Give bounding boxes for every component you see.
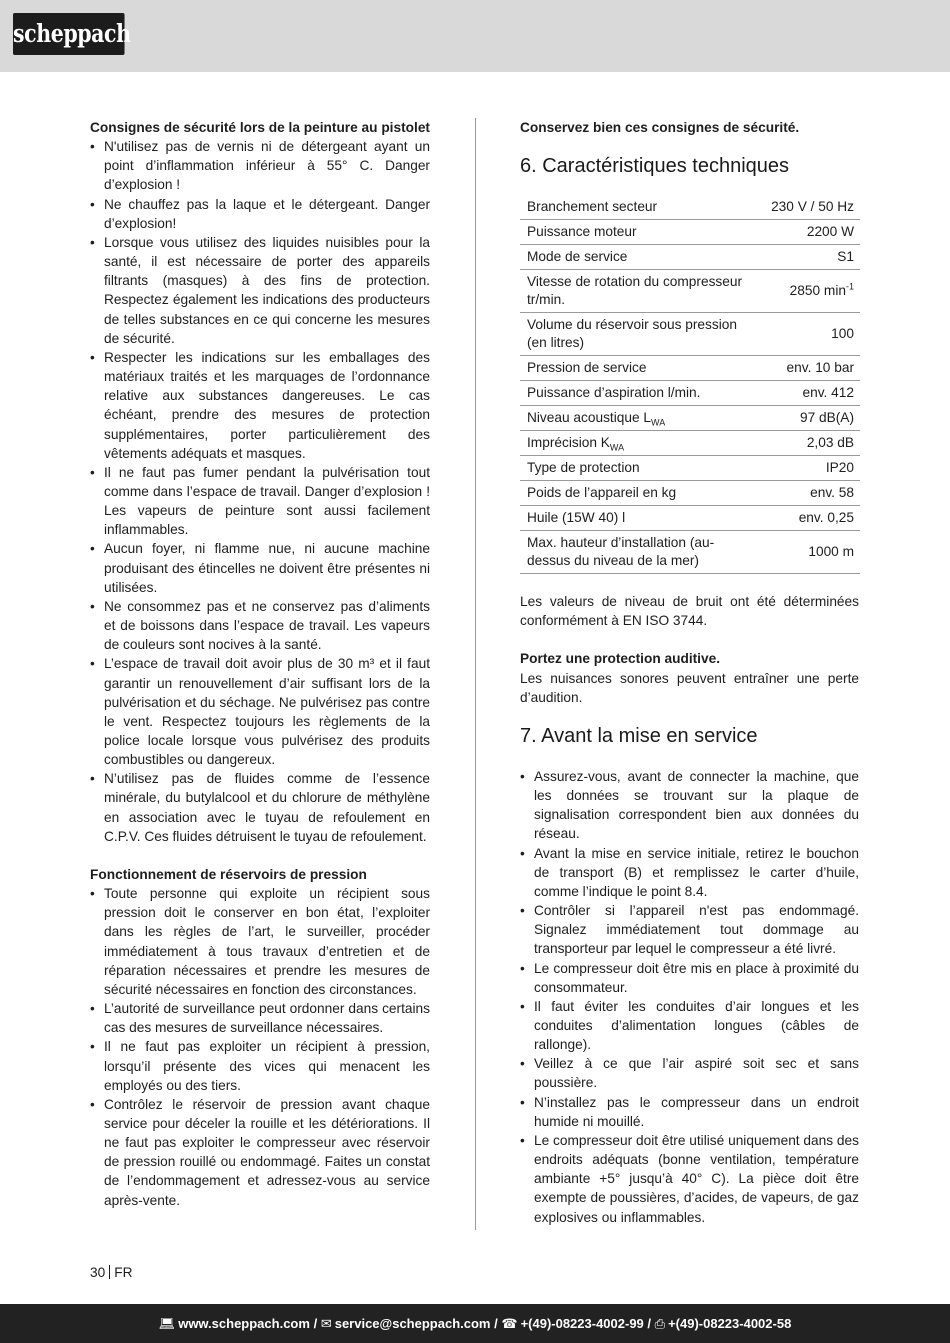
spec-label-text: Type de protection — [527, 460, 640, 476]
spec-label — [520, 531, 764, 574]
scheppach-logo: scheppach — [13, 13, 125, 55]
footer-separator: / — [647, 1316, 652, 1331]
spec-label-text: Huile (15W 40) l — [527, 510, 626, 526]
painting-safety-list — [90, 137, 430, 846]
computer-icon: 💻︎ — [158, 1316, 176, 1331]
list-item: • N’utilisez pas de fluides comme de l’essence minérale, du butylalcool et du chlorure de méthylène en association avec le tuyau de refoulement en C.P.V. Ces fluides détruisent le tuyau de refoulement. — [90, 769, 430, 846]
list-item: • Assurez-vous, avant de connecter la machine, que les données se trouvant sur la plaque de signalisation correspondent bien aux données du réseau. — [520, 767, 859, 844]
hearing-protection-text: Les nuisances sonores peuvent entraîner une perte d’audition. — [520, 670, 859, 705]
list-item: • Contrôlez le réservoir de pression avant chaque service pour déceler la rouille et les détériorations. Il ne faut pas exploiter le compresseur avec réservoir de pression rouillé ou endommagé. Faites un constat de l’endommagement et adressez-vous au service après-vente. — [90, 1095, 430, 1210]
spec-value-text: env. 412 — [802, 385, 854, 401]
spec-label — [520, 456, 764, 481]
page-number — [90, 1265, 132, 1280]
column-divider — [475, 118, 476, 1230]
spec-value — [764, 313, 860, 356]
pressure-vessel-list — [90, 884, 430, 1210]
spec-value-text: env. 58 — [810, 485, 854, 501]
list-item: • Le compresseur doit être mis en place à proximité du consommateur. — [520, 959, 859, 997]
list-item: • Ne chauffez pas la laque et le détergeant. Danger d’explosion! — [90, 195, 430, 233]
spec-label — [520, 431, 764, 456]
language-code: FR — [114, 1265, 133, 1280]
footer-website[interactable]: www.scheppach.com — [178, 1316, 310, 1331]
header-bar — [0, 0, 950, 72]
spec-value-text: 2,03 dB — [806, 435, 854, 451]
spec-label-text: Puissance moteur — [527, 224, 637, 240]
spec-label-text: Max. hauteur d’installation (au-dessus du niveau de la mer) — [527, 535, 715, 569]
footer-separator: / — [313, 1316, 318, 1331]
left-column — [90, 118, 430, 1210]
spec-value-text: 2850 min — [789, 283, 846, 299]
table-row — [520, 381, 860, 406]
list-item: • N’installez pas le compresseur dans un endroit humide ni mouillé. — [520, 1093, 859, 1131]
telephone-icon: ☎ — [501, 1316, 518, 1331]
list-item: • Le compresseur doit être utilisé uniquement dans des endroits adéquats (bonne ventilation, température ambiante +5° jusqu’à 40° C). La pièce doit être exempte de poussières, d’acides, de vapeurs, de gaz explosives ou inflammables. — [520, 1131, 859, 1227]
spec-label-text: Volume du réservoir sous pression (en litres) — [527, 317, 737, 351]
spec-value-text: IP20 — [825, 460, 854, 476]
spec-label — [520, 481, 764, 506]
spec-value — [764, 431, 860, 456]
spec-value-text: 97 dB(A) — [799, 410, 854, 426]
spec-label — [520, 245, 764, 270]
spec-label — [520, 313, 764, 356]
table-row — [520, 531, 860, 574]
list-item: • Aucun foyer, ni flamme nue, ni aucune machine produisant des étincelles ne doivent être présentes ni utilisées. — [90, 539, 430, 596]
list-item: • L’autorité de surveillance peut ordonner dans certains cas des mesures de surveillance nécessaires. — [90, 999, 430, 1037]
list-item: • Il ne faut pas fumer pendant la pulvérisation tout comme dans l’espace de travail. Danger d’explosion ! Les vapeurs de peinture sont aussi facilement inflammables. — [90, 463, 430, 540]
spec-label — [520, 381, 764, 406]
footer-bar — [0, 1304, 950, 1343]
table-row — [520, 406, 860, 431]
section-6-heading: 6. Caractéristiques techniques — [520, 155, 790, 178]
spec-value — [764, 245, 860, 270]
spec-label-text: Puissance d’aspiration l/min. — [527, 385, 701, 401]
section-7-heading: 7. Avant la mise en service — [520, 724, 758, 747]
list-item: • Il ne faut pas exploiter un récipient à pression, lorsqu’il présente des vices qui menacent les employés ou des tiers. — [90, 1037, 430, 1094]
spec-value-text: 2200 W — [806, 224, 854, 240]
spec-label — [520, 406, 764, 431]
footer-email[interactable]: service@scheppach.com — [334, 1316, 491, 1331]
spec-label-text: Vitesse de rotation du compresseur tr/min. — [527, 274, 743, 308]
spec-value-superscript: -1 — [845, 281, 854, 292]
before-startup-list — [520, 767, 859, 1227]
hearing-protection-title: Portez une protection auditive. — [520, 651, 721, 667]
spec-value — [764, 506, 860, 531]
list-item: • Ne consommez pas et ne conservez pas d’aliments et de boissons dans l’espace de travail. Les vapeurs de couleurs sont nocives à la santé. — [90, 597, 430, 654]
spec-value — [764, 481, 860, 506]
spec-label-text: Branchement secteur — [527, 199, 658, 215]
spec-value — [764, 381, 860, 406]
spec-value-text: env. 0,25 — [798, 510, 854, 526]
spec-value — [764, 406, 860, 431]
spec-label-text: Poids de l’appareil en kg — [527, 485, 677, 501]
list-item: • Veillez à ce que l’air aspiré soit sec et sans poussière. — [520, 1054, 859, 1092]
table-row — [520, 356, 860, 381]
table-row — [520, 313, 860, 356]
table-row — [520, 506, 860, 531]
spec-label — [520, 220, 764, 245]
spec-label — [520, 506, 764, 531]
table-row — [520, 481, 860, 506]
list-item: • Avant la mise en service initiale, retirez le bouchon de transport (B) et remplissez le carter d’huile, comme l’indique le point 8.4. — [520, 844, 859, 901]
list-item: • Lorsque vous utilisez des liquides nuisibles pour la santé, il est nécessaire de porter des appareils filtrants (masques) à des fins de protection. Respectez également les indications des producteurs de telles substances en ce qui concerne les mesures de sécurité. — [90, 233, 430, 348]
spec-value-text: S1 — [837, 249, 854, 265]
spec-value — [764, 220, 860, 245]
table-row — [520, 270, 860, 313]
spec-label-text: Mode de service — [527, 249, 628, 265]
footer-separator: / — [494, 1316, 498, 1331]
keep-instructions-note: Conservez bien ces consignes de sécurité. — [520, 120, 800, 135]
right-column — [520, 118, 859, 1227]
table-row — [520, 456, 860, 481]
noise-measurement-text: Les valeurs de niveau de bruit ont été déterminées conformément à EN ISO 3744. — [520, 594, 859, 629]
page-number-value: 30 — [90, 1265, 106, 1280]
pressure-vessel-title: Fonctionnement de réservoirs de pression — [90, 866, 367, 882]
table-row — [520, 245, 860, 270]
spec-label-subscript: WA — [651, 417, 666, 428]
list-item: • Respecter les indications sur les emballages des matériaux traités et les marquages de l’ordonnance relative aux substances dangereuses. Le cas échéant, prendre des mesures de protection supplémentaires, porter particulièrement des vêtements adéquats et masques. — [90, 348, 430, 463]
footer-fax: +(49)-08223-4002-58 — [668, 1316, 792, 1331]
spec-value — [764, 195, 860, 220]
painting-safety-title: Consignes de sécurité lors de la peinture au pistolet — [90, 120, 430, 135]
page-separator — [109, 1265, 110, 1279]
spec-value — [764, 531, 860, 574]
spec-value-text: 1000 m — [808, 544, 854, 560]
list-item: • Toute personne qui exploite un récipient sous pression doit le conserver en bon état, l’exploiter dans les règles de l’art, le surveiller, procéder immédiatement à tous travaux d’entretien et de réparation nécessaires et prendre les mesures de sécurité nécessaires en fonction des circonstances. — [90, 884, 430, 999]
spec-label-subscript: WA — [609, 442, 625, 453]
fax-icon: ⎙ — [654, 1316, 666, 1331]
spec-value-text: env. 10 bar — [786, 360, 854, 376]
spec-label — [520, 195, 764, 220]
spec-label-text: Imprécision K — [527, 435, 610, 451]
list-item: • L’espace de travail doit avoir plus de 30 m³ et il faut garantir un renouvellement d’air suffisant lors de la pulvérisation et du séchage. Ne pulvérisez pas contre le vent. Respectez toujours les règlements de la police locale lorsque vous pulvérisez des produits combustibles ou dangereux. — [90, 654, 430, 769]
spec-value — [764, 356, 860, 381]
table-row — [520, 195, 860, 220]
spec-value — [764, 270, 860, 313]
footer-phone: +(49)-08223-4002-99 — [520, 1316, 644, 1331]
spec-label — [520, 356, 764, 381]
spec-label — [520, 270, 764, 313]
spec-value-text: 100 — [831, 326, 854, 342]
list-item: • Contrôler si l’appareil n'est pas endommagé. Signalez immédiatement tout dommage au transporteur par lequel le compresseur a été livré. — [520, 901, 859, 958]
spec-label-text: Pression de service — [527, 360, 647, 376]
table-row — [520, 220, 860, 245]
table-row — [520, 431, 860, 456]
list-item: • N'utilisez pas de vernis ni de détergeant ayant un point d’inflammation inférieur à 55° C. Danger d’explosion ! — [90, 137, 430, 194]
list-item: • Il faut éviter les conduites d’air longues et les conduites d’alimentation longues (câbles de rallonge). — [520, 997, 859, 1054]
spec-value — [764, 456, 860, 481]
spec-value-text: 230 V / 50 Hz — [771, 199, 854, 215]
spec-label-text: Niveau acoustique L — [527, 410, 652, 426]
envelope-icon: ✉ — [320, 1316, 332, 1331]
technical-data-table — [520, 194, 860, 574]
